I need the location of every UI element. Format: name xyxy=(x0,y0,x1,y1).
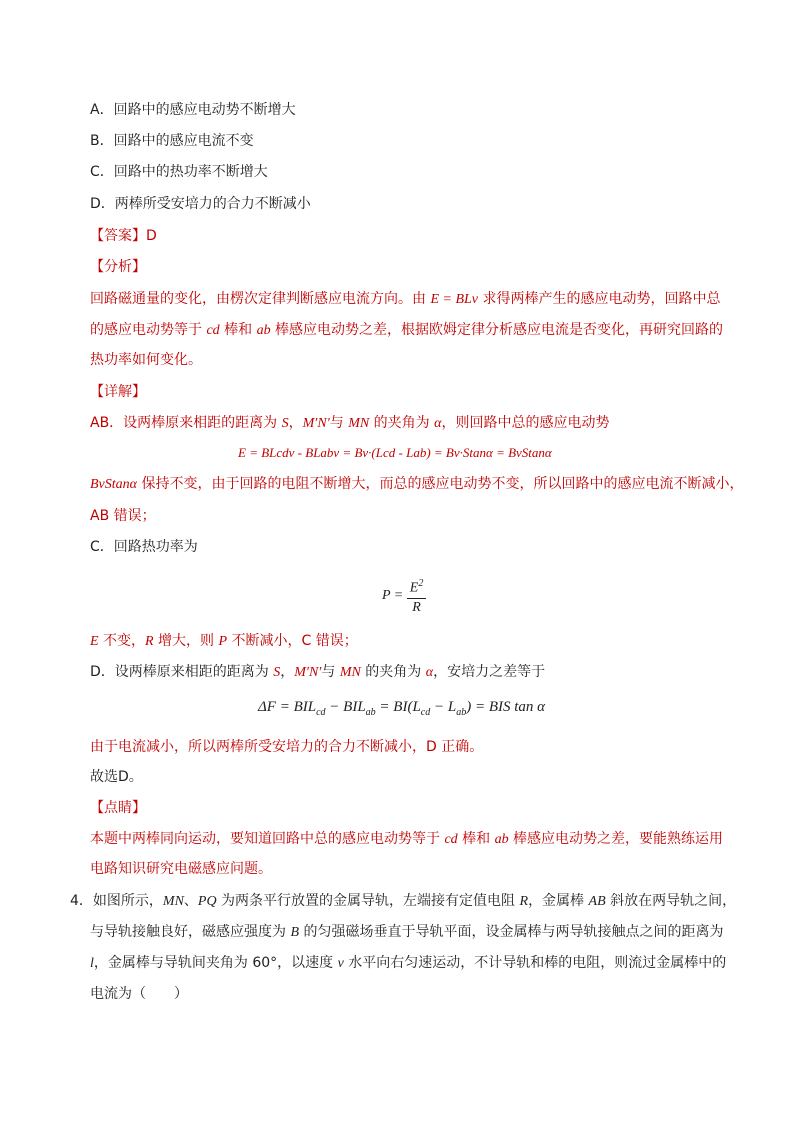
analysis-formula: E = BLv xyxy=(430,292,479,307)
detail-var: S xyxy=(273,665,281,680)
comment-line-1 xyxy=(90,829,723,850)
detail-var: α xyxy=(425,665,434,680)
q4-number: 4． xyxy=(70,893,93,909)
q4-var: l xyxy=(90,956,94,971)
answer-tag: 【答案】 xyxy=(90,228,146,244)
q4-text: 斜放在两导轨之间， xyxy=(605,893,737,909)
q4-line-2 xyxy=(90,922,723,943)
comment-text: 棒和 xyxy=(457,831,495,847)
analysis-text: 回路磁通量的变化，由楞次定律判断感应电流方向。由 xyxy=(90,291,431,307)
detail-text: ，则回路中总的感应电动势 xyxy=(441,415,610,431)
power-formula xyxy=(382,575,426,617)
answer-line xyxy=(90,226,157,246)
force-equation xyxy=(258,697,545,723)
detail-ab-line xyxy=(90,413,609,434)
answer-value: D xyxy=(146,228,157,244)
q4-var: PQ xyxy=(197,894,217,909)
q4-var: v xyxy=(337,956,344,971)
analysis-tag: 【分析】 xyxy=(90,259,146,275)
detail-tag: 【详解】 xyxy=(90,384,146,400)
q4-line-3 xyxy=(90,953,726,974)
q4-text: ，金属棒与导轨间夹角为 60°，以速度 xyxy=(93,955,338,971)
force-sub: ab xyxy=(365,707,376,718)
force-sub: cd xyxy=(420,707,431,718)
force-sub: cd xyxy=(316,707,326,718)
comment-tag: 【点睛】 xyxy=(90,800,146,816)
analysis-var: ab xyxy=(256,323,271,338)
comment-var: cd xyxy=(444,832,458,847)
power-lhs: P = xyxy=(382,588,404,604)
q4-text: ，金属棒 xyxy=(528,893,589,909)
detail-ab-continue xyxy=(90,474,743,495)
q4-text: 如图所示， xyxy=(92,893,163,909)
detail-text: ，安培力之差等于 xyxy=(433,664,546,680)
detail-c2-line xyxy=(90,631,358,652)
comment-line-2: 电路知识研究电磁感应问题。 xyxy=(90,861,272,877)
detail-var: MN xyxy=(339,665,361,680)
comment-var: ab xyxy=(494,832,509,847)
q4-text: 为两条平行放置的金属导轨，左端接有定值电阻 xyxy=(216,893,520,909)
analysis-line-1 xyxy=(90,289,720,310)
detail-text: AB．设两棒原来相距的距离为 xyxy=(90,415,282,431)
power-numerator xyxy=(407,575,427,599)
detail-text: ， xyxy=(288,415,303,431)
power-num-var: E xyxy=(409,580,419,596)
detail-text: 的夹角为 xyxy=(369,415,435,431)
force-eq-part: − BIL xyxy=(325,699,366,715)
detail-text: ， xyxy=(280,664,295,680)
comment-text: 本题中两棒同向运动，要知道回路中总的感应电动势等于 xyxy=(90,831,445,847)
option-b: B．回路中的感应电流不变 xyxy=(90,133,254,149)
detail-text: 保持不变，由于回路的电阻不断增大，而总的感应电动势不变，所以回路中的感应电流不断减小， xyxy=(137,476,744,492)
detail-choose: 故选D。 xyxy=(90,769,143,785)
analysis-text: 棒感应电动势之差，根据欧姆定律分析感应电流是否变化，再研究回路的 xyxy=(270,322,724,338)
comment-text: 棒感应电动势之差，要能熟练运用 xyxy=(508,831,724,847)
option-a: A．回路中的感应电动势不断增大 xyxy=(90,102,296,118)
detail-ab-wrong: AB 错误； xyxy=(90,508,156,524)
detail-var: BvStanα xyxy=(90,477,138,492)
option-c: C．回路中的热功率不断增大 xyxy=(90,164,268,180)
detail-d-conclusion: 由于电流减小，所以两棒所受安培力的合力不断减小，D 正确。 xyxy=(90,739,484,755)
option-d: D．两棒所受安培力的合力不断减小 xyxy=(90,196,311,212)
power-exponent: 2 xyxy=(418,578,424,589)
detail-text: 增大，则 xyxy=(153,633,219,649)
analysis-text: 的感应电动势等于 xyxy=(90,322,207,338)
q4-text: 、 xyxy=(183,893,198,909)
detail-var: α xyxy=(434,416,442,431)
power-fraction xyxy=(407,575,427,617)
q4-text: 与导轨接触良好，磁感应强度为 xyxy=(90,924,291,940)
detail-text: D．设两棒原来相距的距离为 xyxy=(90,664,274,680)
detail-text: 不变， xyxy=(98,633,146,649)
q4-var: R xyxy=(519,894,529,909)
force-eq-part: − L xyxy=(430,699,457,715)
detail-var: M′N′ xyxy=(302,416,330,431)
detail-text: 与 xyxy=(329,415,349,431)
detail-c-line: C．回路热功率为 xyxy=(90,539,198,555)
detail-text: 的夹角为 xyxy=(360,664,426,680)
force-eq-part: ΔF = BIL xyxy=(258,699,317,715)
detail-text: 不断减小，C 错误； xyxy=(227,633,358,649)
q4-var: B xyxy=(290,925,300,940)
q4-text: 水平向右匀速运动，不计导轨和棒的电阻，则流过金属棒中的 xyxy=(343,955,727,971)
q4-var: MN xyxy=(162,894,184,909)
detail-var: S xyxy=(281,416,289,431)
detail-var: E xyxy=(90,634,99,649)
detail-var: M′N′ xyxy=(294,665,322,680)
analysis-var: cd xyxy=(206,323,220,338)
power-denominator: R xyxy=(412,599,421,615)
detail-var: MN xyxy=(348,416,370,431)
q4-line-1 xyxy=(70,891,736,912)
analysis-text: 求得两棒产生的感应电动势，回路中总 xyxy=(478,291,721,307)
detail-text: 与 xyxy=(321,664,340,680)
force-sub: ab xyxy=(456,707,467,718)
detail-d-line xyxy=(90,662,545,683)
force-eq-part: ) = BIS tan α xyxy=(466,699,546,715)
q4-var: AB xyxy=(588,894,606,909)
q4-line-4: 电流为（ ） xyxy=(90,986,188,1002)
analysis-line-2 xyxy=(90,320,723,341)
detail-var: R xyxy=(145,634,154,649)
detail-var: P xyxy=(218,634,228,649)
q4-text: 的匀强磁场垂直于导轨平面，设金属棒与两导轨接触点之间的距离为 xyxy=(299,924,724,940)
analysis-text: 棒和 xyxy=(219,322,257,338)
force-eq-part: = BI(L xyxy=(375,699,421,715)
analysis-line-3: 热功率如何变化。 xyxy=(90,352,202,368)
detail-ab-equation: E = BLcdv - BLabv = Bv·(Lcd - Lab) = Bv·Stanα = BvStanα xyxy=(238,445,552,460)
